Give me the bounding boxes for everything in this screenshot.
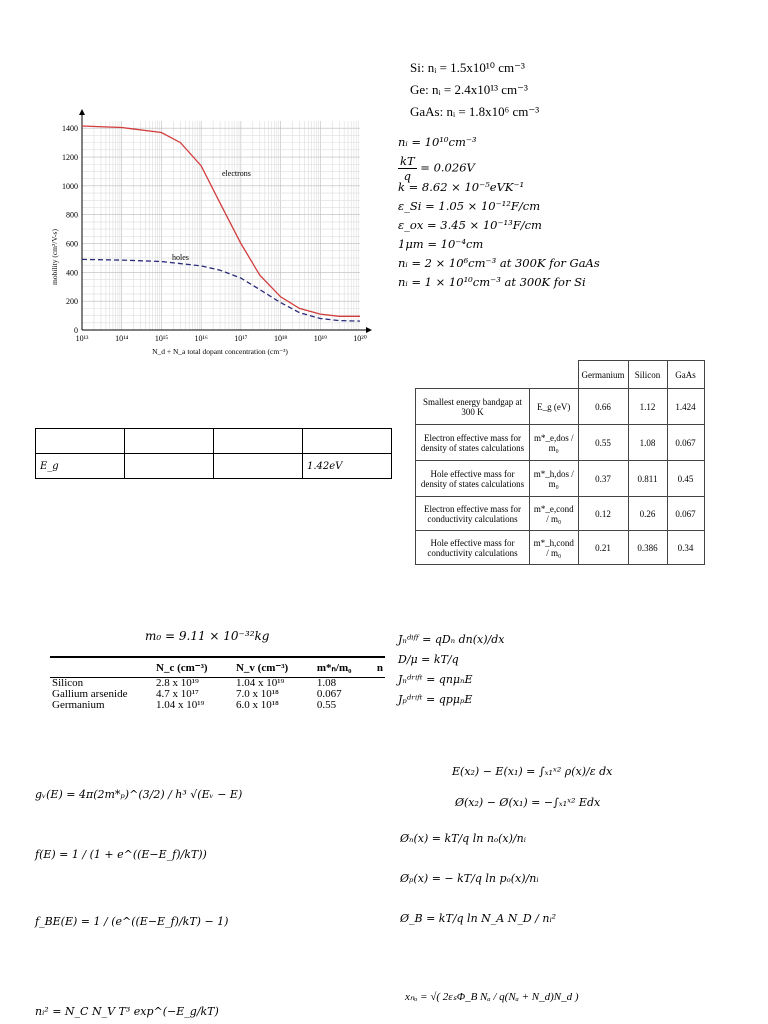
const-micron: 1μm = 10⁻⁴cm [398, 237, 484, 251]
ni-gaas: GaAs: nᵢ = 1.8x10⁶ cm⁻³ [410, 104, 540, 119]
eq-fermi-dirac: f(E) = 1 / (1 + e^((E−E_f)/kT)) [35, 848, 207, 861]
const-kt-q: $\frac{kT}{q}$ = 0.026V [400, 154, 475, 183]
y-tick-label: 1000 [62, 181, 78, 191]
col-n: n [370, 657, 385, 678]
eq-d-mu: D/μ = kT/q [398, 653, 459, 666]
const-ni-si: nᵢ = 1 × 10¹⁰cm⁻³ at 300K for Si [398, 275, 586, 289]
const-k: k = 8.62 × 10⁻⁵eVK⁻¹ [398, 180, 525, 194]
y-tick-label: 1400 [62, 124, 78, 134]
current-equations [398, 630, 505, 710]
x-tick-label: 10¹⁸ [273, 334, 288, 343]
effective-density-table [50, 656, 385, 711]
table-row: Hole effective mass for density of states calculations m*_h,dos / m₀ 0.37 0.811 0.45 [416, 461, 705, 497]
table-row [36, 429, 392, 454]
const-ni-gaas: nᵢ = 2 × 10⁶cm⁻³ at 300K for GaAs [398, 256, 600, 270]
col-silicon: Silicon [628, 361, 667, 389]
y-tick-label: 400 [66, 268, 78, 278]
y-tick-label: 0 [74, 326, 78, 335]
table-row: Hole effective mass for conductivity calculations m*_h,cond / m₀ 0.21 0.386 0.34 [416, 531, 705, 565]
col-germanium: Germanium [578, 361, 628, 389]
eq-ni-squared: nᵢ² = N_C N_V T³ exp^(−E_g/kT) [35, 1005, 219, 1018]
x-tick-label: 10¹⁷ [234, 334, 248, 343]
col-mass: m*ₙ/m₀ [315, 657, 371, 678]
eg-label: E_g [36, 454, 125, 479]
eq-xno: xₙₒ = √( 2εₛΦ_B Nₐ / q(Nₐ + N_d)N_d ) [405, 991, 579, 1003]
material-properties-table [415, 360, 705, 565]
chart-x-label: N_d + N_a total dopant concentration (cm⁻³) [152, 347, 288, 356]
x-tick-label: 10²⁰ [353, 334, 367, 343]
eq-density-of-states: gᵥ(E) = 4π(2m*ₚ)^(3/2) / h³ √(Eᵥ − E) [35, 788, 243, 801]
ni-ge: Ge: nᵢ = 2.4x10¹³ cm⁻³ [410, 82, 528, 97]
y-tick-label: 200 [66, 297, 78, 307]
col-gaas: GaAs [667, 361, 704, 389]
const-ni: nᵢ = 10¹⁰cm⁻³ [398, 135, 477, 149]
x-tick-label: 10¹⁵ [154, 334, 169, 343]
ni-si: Si: nᵢ = 1.5x10¹⁰ cm⁻³ [410, 60, 525, 75]
const-eps-si: ε_Si = 1.05 × 10⁻¹²F/cm [398, 199, 541, 213]
table-header-row [416, 361, 705, 389]
eq-phi-n: Øₙ(x) = kT/q ln nₒ(x)/nᵢ [400, 832, 526, 845]
eq-jdiff: Jₙᵈⁱᶠᶠ = qDₙ dn(x)/dx [398, 633, 505, 646]
col-nv: N_v (cm⁻³) [234, 657, 315, 678]
eq-jdrift-p: Jₚᵈʳⁱᶠᵗ = qpμₚE [398, 693, 473, 706]
col-nc: N_c (cm⁻³) [154, 657, 234, 678]
series-label-holes: holes [172, 253, 189, 262]
eq-jdrift-n: Jₙᵈʳⁱᶠᵗ = qnμₙE [398, 673, 473, 686]
x-tick-label: 10¹⁶ [194, 334, 208, 343]
y-tick-label: 1200 [62, 153, 78, 163]
y-tick-label: 800 [66, 210, 78, 220]
y-axis-arrow [79, 109, 85, 115]
eq-potential-integral: Ø(x₂) − Ø(x₁) = −∫ₓ₁ˣ² Edx [455, 796, 601, 809]
mobility-chart [30, 105, 380, 370]
y-tick-label: 600 [66, 239, 78, 249]
table-row: Electron effective mass for conductivity calculations m*_e,cond / m₀ 0.12 0.26 0.067 [416, 497, 705, 531]
table-row: Germanium 1.04 x 10¹⁹ 6.0 x 10¹⁸ 0.55 [52, 699, 337, 711]
electron-mass: m₀ = 9.11 × 10⁻³²kg [145, 629, 270, 643]
chart-grid [79, 109, 372, 333]
eg-value: 1.42eV [303, 454, 392, 479]
chart-y-label: mobility (cm²/V-s) [50, 229, 59, 285]
eq-field-integral: E(x₂) − E(x₁) = ∫ₓ₁ˣ² ρ(x)/ε dx [452, 765, 613, 778]
table-row: Gallium arsenide 4.7 x 10¹⁷ 7.0 x 10¹⁸ 0.067 [52, 688, 342, 700]
x-tick-label: 10¹³ [75, 334, 89, 343]
eq-phi-p: Øₚ(x) = − kT/q ln pₒ(x)/nᵢ [400, 872, 539, 885]
eq-bose-einstein: f_BE(E) = 1 / (e^((E−E_f)/kT) − 1) [35, 915, 229, 928]
x-tick-label: 10¹⁴ [115, 334, 129, 343]
intrinsic-concentration-list [410, 60, 610, 126]
const-eps-ox: ε_ox = 3.45 × 10⁻¹³F/cm [398, 218, 542, 232]
table-row [36, 454, 392, 479]
table-row: Silicon 2.8 x 10¹⁹ 1.04 x 10¹⁹ 1.08 [52, 677, 337, 689]
x-axis-arrow [366, 327, 372, 333]
series-label-electrons: electrons [222, 169, 251, 178]
bandgap-table [35, 428, 392, 479]
table-row: Smallest energy bandgap at 300 K E_g (eV) 0.66 1.12 1.424 [416, 389, 705, 425]
constants-list [398, 135, 728, 294]
x-tick-label: 10¹⁹ [313, 334, 327, 343]
table-header-row [50, 657, 385, 678]
table-row: Electron effective mass for density of states calculations m*_e,dos / m₀ 0.55 1.08 0.067 [416, 425, 705, 461]
eq-phi-b: Ø_B = kT/q ln N_A N_D / nᵢ² [400, 912, 557, 925]
